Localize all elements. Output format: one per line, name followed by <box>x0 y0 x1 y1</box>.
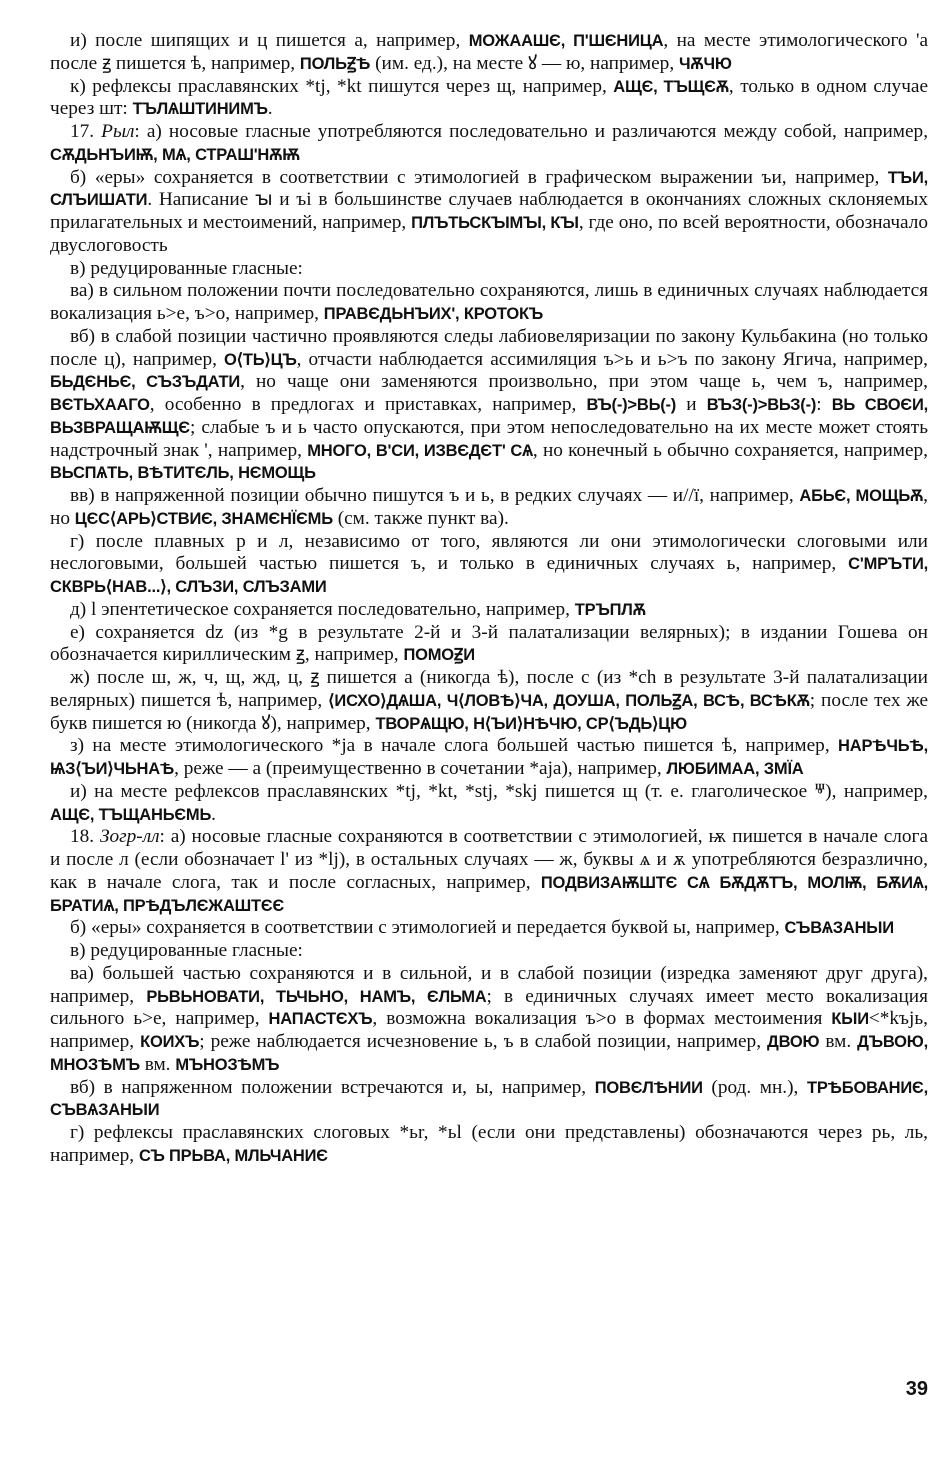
text-run: ва) большей частью сохраняются и в сильной, и в слабой позиции (изредка заменяют друг друга), например, <box>50 962 928 1007</box>
old-slavonic-example: КЫИ <box>831 1010 869 1029</box>
page-body <box>50 30 928 1168</box>
paragraph <box>50 531 928 599</box>
paragraph <box>50 917 928 940</box>
old-slavonic-example: СЪВѦЗАНЫИ <box>784 919 894 938</box>
old-slavonic-example: ТРЪПЛѪ <box>574 600 646 619</box>
text-run: : а) носовые гласные употребляются последовательно и различаются между собой, например, <box>134 121 929 142</box>
paragraph <box>50 940 928 963</box>
paragraph <box>50 667 928 735</box>
old-slavonic-example: С'МРЪТИ, СКВРЬ⟨НАВ...⟩, СЛЪЗИ, СЛЪЗАМИ <box>50 555 928 596</box>
old-slavonic-example: АБЬЄ, МОЩЬѪ <box>799 487 924 505</box>
old-slavonic-example: ЧѪЧЮ <box>678 54 732 73</box>
manuscript-name: Зогр-лл <box>99 826 160 848</box>
text-run: к) рефлексы праславянских *tj, *kt пишутся через щ, например, <box>70 75 614 97</box>
old-slavonic-example: ВЪ(-)>ВЬ(-) <box>586 396 677 414</box>
paragraph <box>50 826 928 917</box>
text-run: , реже — а (преимущественно в сочетании *aja), например, <box>174 758 667 779</box>
text-run: и) на месте рефлексов праславянских *tj, *kt, *stj, *skj пишется щ (т. е. глаголическое ⱋ), например, <box>70 780 928 802</box>
text-run: , особенно в предлогах и приставках, например, <box>149 394 587 415</box>
text-run: : а) носовые гласные сохраняются в соответствии с этимологией, ѭ пишется в начале слога и после л (если обозначает l' из *lj), в остальных случаях — ж, буквы ѧ и ѫ употребляются безразлично, как в начале слога, так и после согласных, например, <box>50 826 928 893</box>
old-slavonic-example: ЛЮБИМАА, ЗМЇА <box>666 760 804 778</box>
old-slavonic-example: ДВОЮ <box>767 1033 820 1051</box>
old-slavonic-example: АЩЄ, ТЪЩАНЬЄМЬ <box>50 805 212 824</box>
text-run: з) на месте этимологического *ja в начале слога большей частью пишется ѣ, например, <box>70 735 839 757</box>
text-run: ж) после ш, ж, ч, щ, жд, ц, ꙃ пишется а (никогда ѣ), после с (из *ch в результате 3-й палатализации велярных) пишется ѣ, например, <box>50 667 928 711</box>
text-run: ; после тех же букв пишется ю (никогда ꙋ), например, <box>50 689 928 734</box>
old-slavonic-example: ЦЄС⟨АРЬ⟩СТВИЄ, ЗНАМЄНЇЄМЬ <box>74 509 333 528</box>
text-run: г) после плавных р и л, независимо от того, являются ли они этимологически слоговыми или неслоговыми, большей частью пишется ъ, и только в единичных случаях ь, например, <box>50 530 928 575</box>
text-run: , на месте этимологического 'а после ꙃ пишется ѣ, например, <box>50 30 928 74</box>
text-run: и) после шипящих и ц пишется а, например, <box>70 30 469 51</box>
old-slavonic-example: ТРѢБОВАНИЄ, СЪВѦЗАНЫИ <box>50 1078 928 1120</box>
text-run: г) рефлексы праславянских слоговых *ьr, *ьl (если они представлены) обозначаются через рь, ль, например, <box>50 1122 928 1166</box>
text-run: , но чаще они заменяются произвольно, при этом чаще ь, чем ъ, например, <box>240 371 928 393</box>
paragraph <box>50 599 928 622</box>
old-slavonic-example: МОЖААШЄ, П'ШЄНИЦА <box>468 32 664 50</box>
old-slavonic-example: ВЄТЬХААГО <box>50 396 150 414</box>
text-run: 18. <box>70 826 100 848</box>
old-slavonic-example: ВЪЗ(-)>ВЬЗ(-) <box>706 396 817 414</box>
text-run: б) «еры» сохраняется в соответствии с этимологией в графическом выражении ъи, например, <box>70 166 888 188</box>
paragraph <box>50 1077 928 1123</box>
text-run: вб) в напряженном положении встречаются и, ы, например, <box>70 1076 595 1098</box>
text-run: , возможна вокализация ъ>о в формах местоимения <box>372 1008 832 1030</box>
text-run: 17. <box>70 121 102 142</box>
text-run: вв) в напряженной позиции обычно пишутся ъ и ь, в редких случаях — и//ї, например, <box>70 485 800 506</box>
text-run: , где оно, по всей вероятности, обозначало двуслоговость <box>50 212 929 256</box>
text-run: . <box>211 803 216 825</box>
old-slavonic-example: ПОМОꙂИ <box>403 646 475 665</box>
paragraph <box>50 326 928 485</box>
paragraph <box>50 735 928 781</box>
old-slavonic-example: МНОГО, В'СИ, ИЗВЄДЄТ' СѦ <box>307 441 533 460</box>
old-slavonic-example: СѪДЬНЪИѬ, МѦ, СТРАШ'НѪѬ <box>50 145 300 164</box>
text-run: вм. <box>819 1031 858 1052</box>
paragraph <box>50 280 928 326</box>
text-run: . Написание ꙑ и ъі в большинстве случаев наблюдается в окончаниях сложных склоняемых прилагательных и местоимений, например, <box>50 189 928 233</box>
paragraph <box>50 30 928 76</box>
text-run: в) редуцированные гласные: <box>70 940 303 961</box>
paragraph <box>50 781 928 827</box>
text-run: , только в одном случае через шт: <box>50 75 929 120</box>
paragraph <box>50 1122 928 1168</box>
text-run: (см. также пункт ва). <box>332 507 509 529</box>
old-slavonic-example: ВЬСПѦТЬ, ВѢТИТЄЛЬ, НЄМОЩЬ <box>50 464 316 483</box>
paragraph <box>50 167 928 258</box>
old-slavonic-example: РЬВЬНОВАТИ, ТЬЧЬНО, НАМЪ, ЄЛЬМА <box>146 987 487 1006</box>
text-run: ; слабые ъ и ь часто опускаются, при этом непоследовательно на их месте может стоять надстрочный знак ', например, <box>50 416 928 461</box>
text-run: (им. ед.), на месте ꙋ — ю, например, <box>370 52 679 74</box>
old-slavonic-example: ВЬ СВОЄИ, ВЬЗВРАЩАѬЩЄ <box>50 396 928 437</box>
text-run: ; в единичных случаях имеет место вокализация сильного ь>е, например, <box>50 985 928 1030</box>
old-slavonic-example: МЪНОЗѢМЪ <box>175 1055 280 1074</box>
text-run: д) l эпентетическое сохраняется последовательно, например, <box>70 598 575 620</box>
paragraph <box>50 121 928 167</box>
text-run: вб) в слабой позиции частично проявляются следы лабиовеляризации по закону Кульбакина (но только после ц), например, <box>50 325 928 370</box>
old-slavonic-example: ТЪЛѦШТИНИМЪ <box>132 100 268 119</box>
manuscript-name: Рыл <box>101 121 135 142</box>
text-run: б) «еры» сохраняется в соответствии с этимологией и передается буквой ы, например, <box>70 917 785 939</box>
text-run: , отчасти наблюдается ассимиляция ъ>ь и ь>ъ по закону Ягича, например, <box>296 348 928 370</box>
text-run: , но конечный ь обычно сохраняется, например, <box>532 439 928 461</box>
old-slavonic-example: ДЪВОЮ, МНОЗѢМЪ <box>50 1033 928 1074</box>
text-run: е) сохраняется dz (из *g в результате 2-й и 3-й палатализации велярных); в издании Гошева он обозначается кириллическим ꙃ, например, <box>50 621 928 666</box>
old-slavonic-example: ПОВЄЛѢНИИ <box>594 1078 703 1097</box>
old-slavonic-example: ⟨ИСХО⟩ДѦША, Ч⟨ЛОВѢ⟩ЧА, ДОУША, ПОЛЬꙂА, ВСѢ, ВСѢКѪ <box>328 691 810 710</box>
text-run: , но <box>50 485 928 529</box>
old-slavonic-example: ПОДВИЗАѬШТЄ СѦ БѪДѪТЪ, МОЛѬ, БѪИѦ, БРАТИѦ, ПРѢДЪЛЄЖАШТЄЄ <box>50 873 928 915</box>
old-slavonic-example: КОИХЪ <box>140 1033 200 1051</box>
old-slavonic-example: О⟨ТЬ⟩ЦЪ <box>223 350 297 369</box>
old-slavonic-example: ПОЛЬꙂѢ <box>299 54 371 73</box>
text-run: : <box>816 394 832 415</box>
old-slavonic-example: ТВОРѦЩЮ, Н⟨ЪИ⟩НѢЧЮ, СР⟨ЪДЬ⟩ЦЮ <box>375 714 687 733</box>
paragraph <box>50 963 928 1077</box>
text-run: вм. <box>139 1053 176 1075</box>
paragraph <box>50 258 928 281</box>
text-run: в) редуцированные гласные: <box>70 257 303 279</box>
old-slavonic-example: СЪ ПРЬВА, МЛЬЧАНИЄ <box>138 1146 328 1165</box>
old-slavonic-example: ПРАВЄДЬНЪИХ', КРОТОКЪ <box>323 305 544 323</box>
text-run: (род. мн.), <box>702 1076 807 1098</box>
paragraph <box>50 76 928 122</box>
text-run: <*kъjь, например, <box>50 1008 928 1052</box>
old-slavonic-example: АЩЄ, ТЪЩЄѪ <box>613 77 729 96</box>
paragraph <box>50 622 928 668</box>
old-slavonic-example: НАПАСТЄХЪ <box>268 1010 373 1029</box>
text-run: ва) в сильном положении почти последовательно сохраняются, лишь в единичных случаях наблюдается вокализация ь>е, ъ>о, например, <box>50 280 928 324</box>
old-slavonic-example: ПЛЪТЬСКЪІМЪІ, КЪІ <box>411 214 579 232</box>
page-number: 39 <box>905 1378 928 1400</box>
old-slavonic-example: БЬДЄНЬЄ, СЪЗЪДАТИ <box>50 373 241 392</box>
old-slavonic-example: ТЪИ, СЛЪИШАТИ <box>50 168 928 210</box>
text-run: . <box>267 98 273 120</box>
text-run: ; реже наблюдается исчезновение ь, ъ в слабой позиции, например, <box>199 1031 768 1052</box>
paragraph <box>50 485 928 531</box>
text-run: и <box>676 394 707 415</box>
old-slavonic-example: НАРѢЧЬѢ, ѨЗ⟨ЪИ⟩ЧЬНАѢ <box>50 737 928 778</box>
